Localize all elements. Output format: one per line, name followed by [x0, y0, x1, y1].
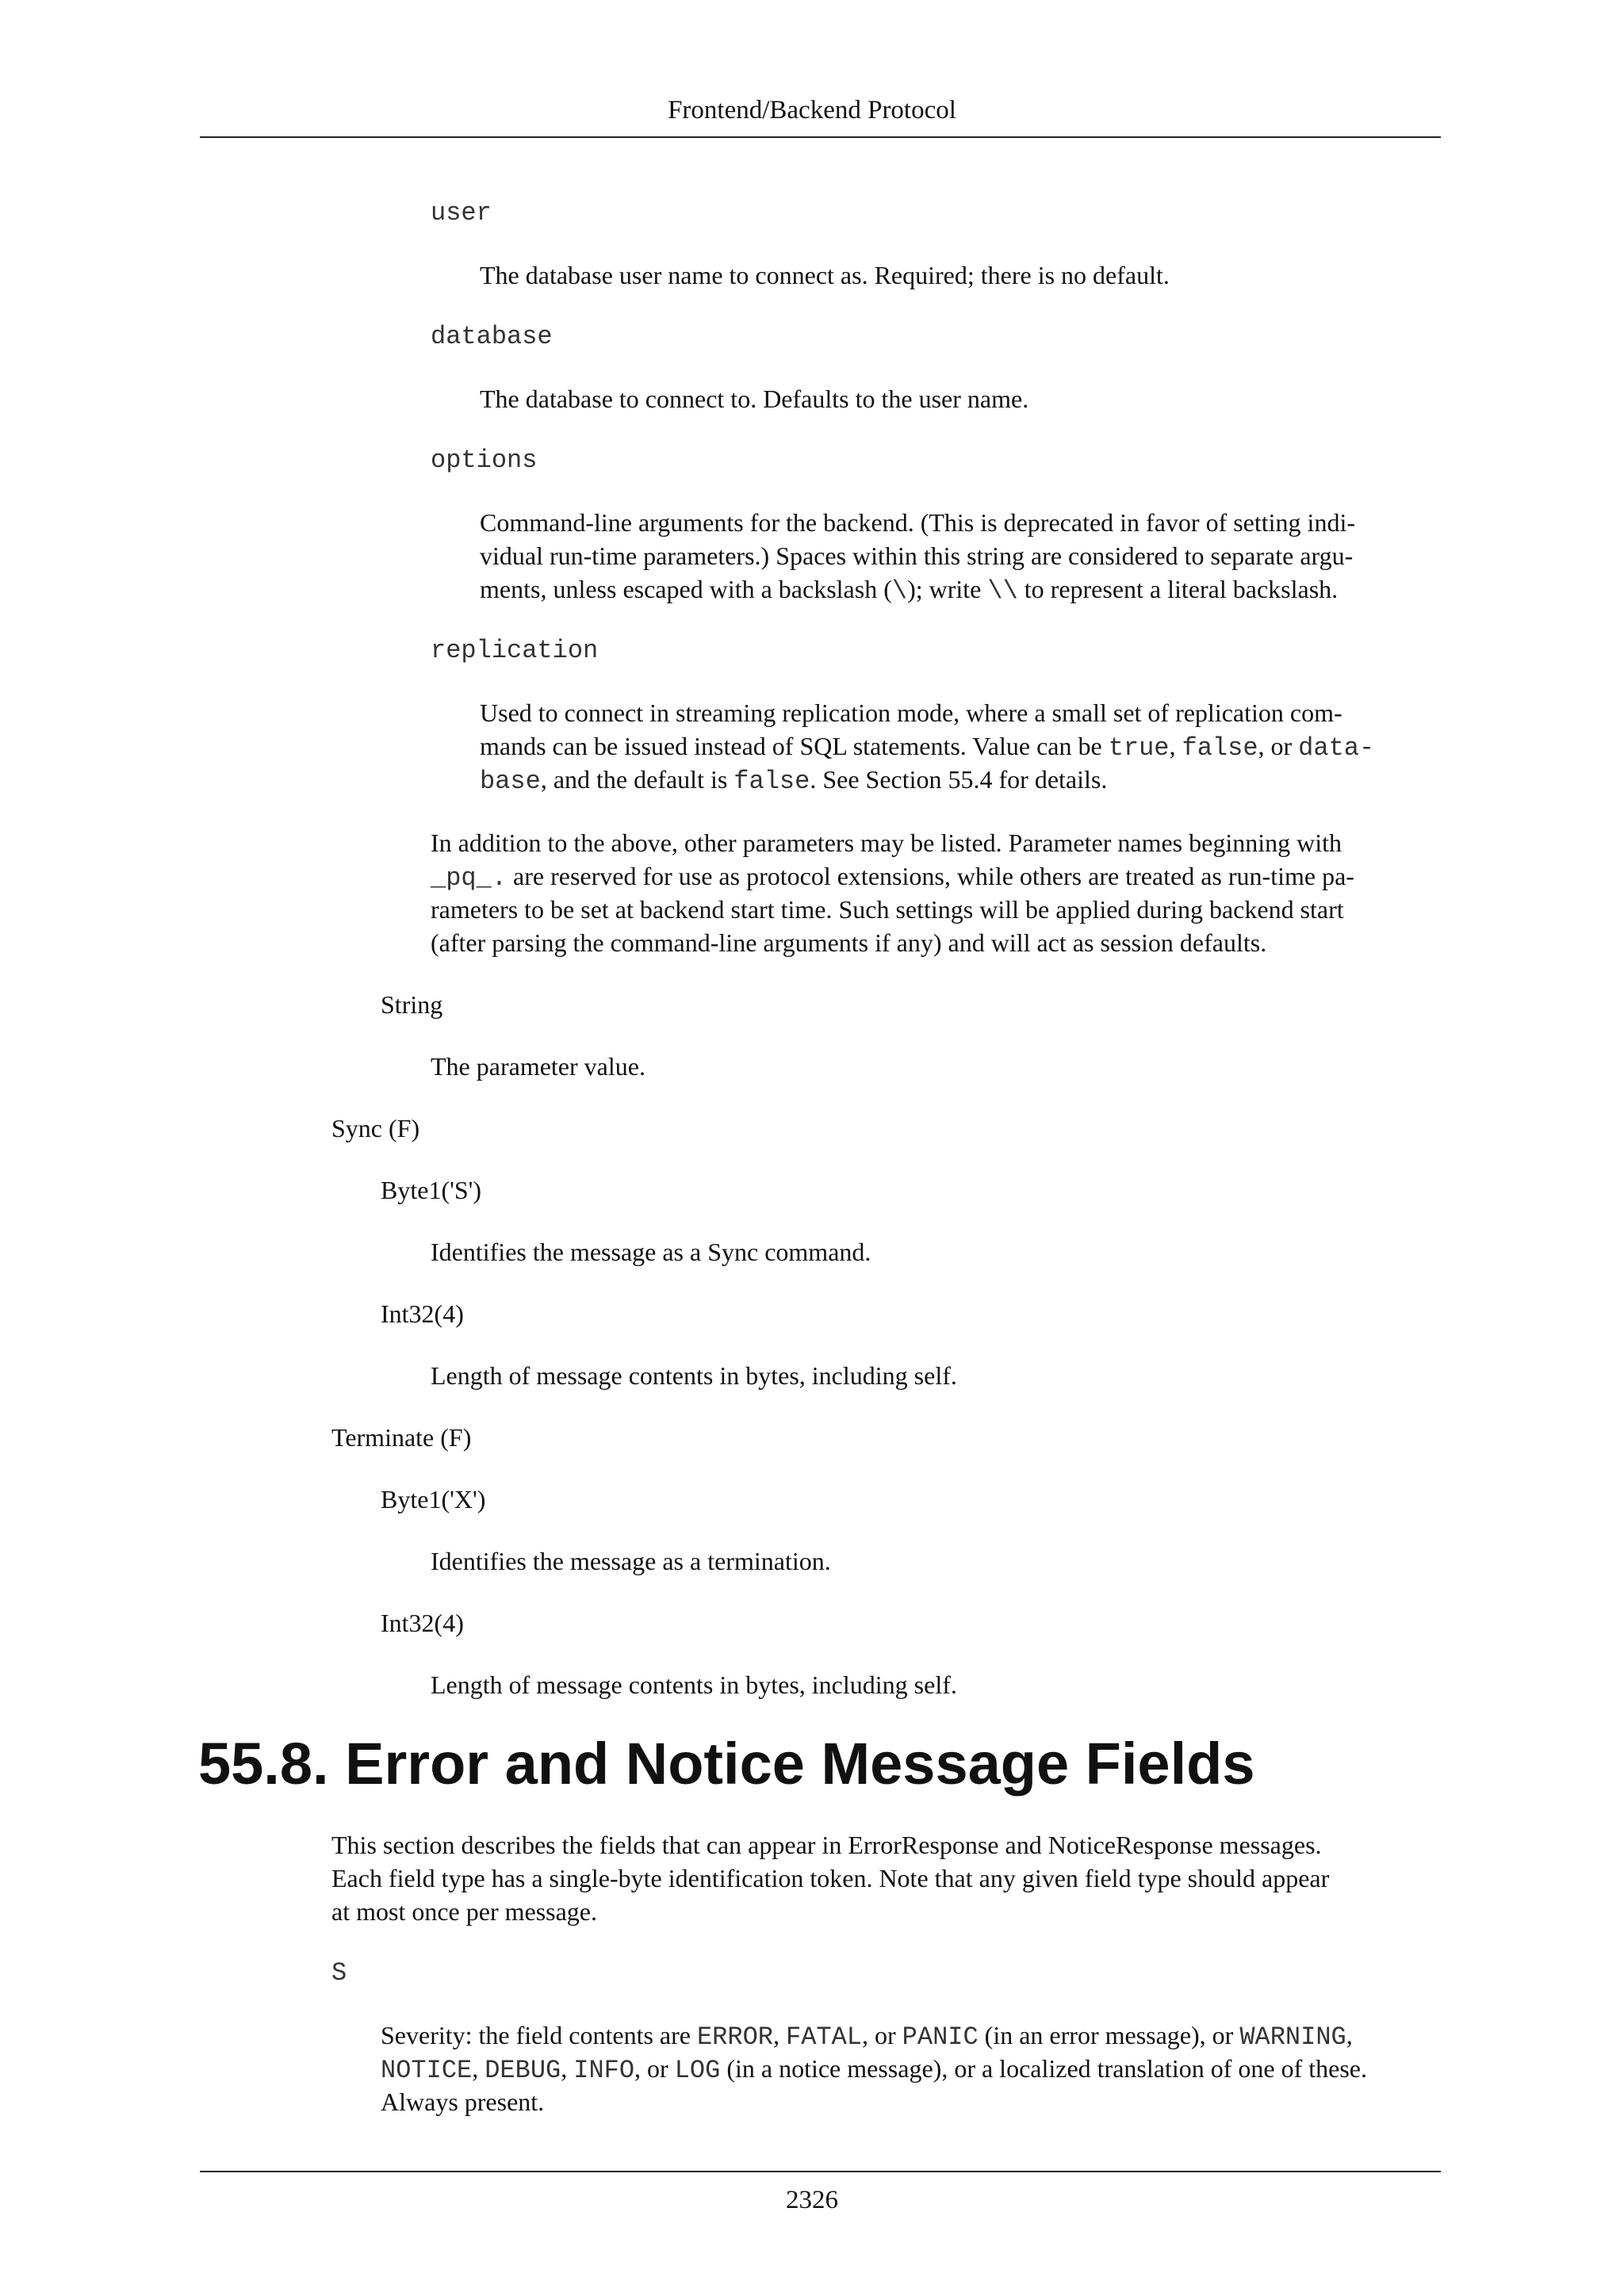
param-desc-database: The database to connect to. Defaults to the user name.	[480, 385, 1029, 413]
sync-desc-byte1: Identifies the message as a Sync command.	[431, 1238, 871, 1266]
code-warning: WARNING	[1239, 2022, 1346, 2052]
code-fatal: FATAL	[785, 2022, 862, 2052]
running-header: Frontend/Backend Protocol	[668, 96, 956, 124]
replication-desc-line-1: Used to connect in streaming replication mode, where a small set of replication com-	[480, 698, 1342, 727]
code-pq-prefix: _pq_.	[431, 863, 508, 893]
section-intro-line-2: Each field type has a single-byte identification token. Note that any given field type should appear	[331, 1864, 1330, 1892]
terminate-term-byte1: Byte1('X')	[381, 1485, 486, 1513]
code-notice: NOTICE	[381, 2056, 473, 2085]
field-s-desc-line-2: NOTICE, DEBUG, INFO, or LOG (in a notice message), or a localized translation of one of these.	[381, 2054, 1367, 2085]
param-term-database: database	[431, 322, 553, 351]
field-desc-string: The parameter value.	[431, 1052, 645, 1081]
additional-params-line-3: rameters to be set at backend start time. Such settings will be applied during backend start	[431, 895, 1344, 924]
terminate-desc-byte1: Identifies the message as a termination.	[431, 1547, 831, 1575]
code-info: INFO	[573, 2056, 635, 2085]
sync-term-int32: Int32(4)	[381, 1299, 464, 1328]
field-s-desc-line-3: Always present.	[381, 2087, 545, 2116]
section-intro-line-1: This section describes the fields that can appear in ErrorResponse and NoticeResponse messages.	[331, 1831, 1322, 1859]
code-double-backslash: \\	[987, 576, 1018, 606]
section-heading: 55.8. Error and Notice Message Fields	[198, 1731, 1255, 1797]
code-true: true	[1108, 733, 1170, 763]
code-panic: PANIC	[902, 2022, 979, 2052]
code-debug: DEBUG	[485, 2056, 561, 2085]
param-term-replication: replication	[431, 636, 599, 665]
options-desc-line-3: ments, unless escaped with a backslash (\); write \\ to represent a literal backslash.	[480, 575, 1339, 606]
field-term-string: String	[381, 990, 443, 1019]
message-title-sync: Sync (F)	[331, 1114, 420, 1142]
sync-term-byte1: Byte1('S')	[381, 1176, 482, 1204]
field-term-s: S	[331, 1958, 347, 1988]
additional-params-line-4: (after parsing the command-line arguments if any) and will act as session defaults.	[431, 928, 1267, 957]
additional-params-line-1: In addition to the above, other parameters may be listed. Parameter names beginning with	[431, 828, 1342, 857]
replication-desc-line-2: mands can be issued instead of SQL statements. Value can be true, false, or data-	[480, 732, 1375, 763]
options-desc-line-2: vidual run-time parameters.) Spaces within this string are considered to separate argu-	[480, 541, 1354, 570]
sync-desc-int32: Length of message contents in bytes, including self.	[431, 1361, 957, 1390]
code-log: LOG	[674, 2056, 721, 2085]
field-s-desc-line-1: Severity: the field contents are ERROR, FATAL, or PANIC (in an error message), or WARNING,	[381, 2021, 1353, 2052]
code-false: false	[1182, 733, 1258, 763]
code-database-part-1: data-	[1298, 733, 1375, 763]
message-title-terminate: Terminate (F)	[331, 1423, 472, 1452]
terminate-desc-int32: Length of message contents in bytes, including self.	[431, 1670, 957, 1699]
param-desc-user: The database user name to connect as. Required; there is no default.	[480, 261, 1170, 289]
footer-rule	[200, 2171, 1441, 2172]
additional-params-line-2: _pq_. are reserved for use as protocol extensions, while others are treated as run-time pa-	[431, 862, 1354, 893]
code-backslash: \	[891, 576, 908, 606]
section-intro-line-3: at most once per message.	[331, 1897, 597, 1926]
options-desc-line-1: Command-line arguments for the backend. (This is deprecated in favor of setting indi-	[480, 508, 1355, 537]
header-rule	[200, 136, 1441, 138]
code-false-default: false	[733, 767, 810, 796]
replication-desc-line-3: base, and the default is false. See Section 55.4 for details.	[480, 765, 1108, 796]
param-term-options: options	[431, 446, 538, 475]
param-term-user: user	[431, 198, 492, 228]
page-number: 2326	[786, 2186, 838, 2214]
code-database-part-2: base	[480, 767, 541, 796]
terminate-term-int32: Int32(4)	[381, 1609, 464, 1637]
code-error: ERROR	[696, 2022, 773, 2052]
